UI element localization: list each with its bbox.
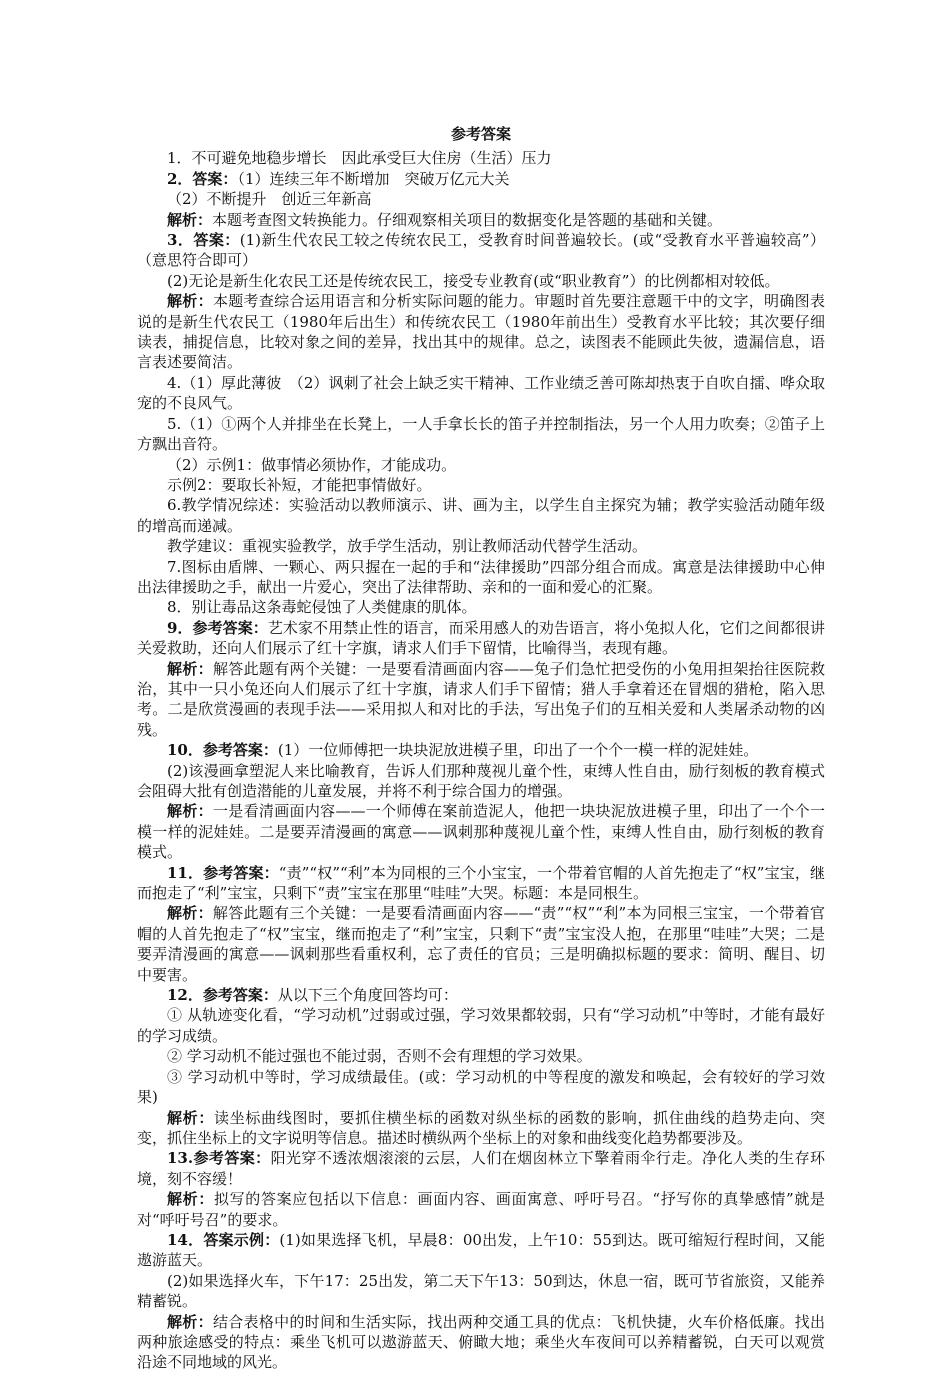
answer-paragraph (137, 291, 825, 373)
answer-label: 解析： (167, 1108, 215, 1127)
answer-text: (2)该漫画拿塑泥人来比喻教育，告诉人们那种蔑视儿童个性，束缚人性自由，励行刻板的教育模式会阻碍大批有创造潜能的儿童发展，并将不利于综合国力的增强。 (137, 761, 825, 800)
answer-label: 解析： (167, 904, 213, 923)
answer-label: 解析： (167, 802, 213, 821)
answer-paragraph (137, 1189, 825, 1230)
answer-paragraph (137, 495, 825, 536)
answer-text: 拟写的答案应包括以下信息：画面内容、画面寓意、呼吁号召。“抒写你的真挚感情”就是对“呼吁号召”的要求。 (137, 1190, 825, 1229)
answer-label: 解析： (167, 1190, 214, 1209)
answer-text: (1)新生代农民工较之传统农民工，受教育时间普遍较长。(或“受教育水平普遍较高”）（意思符合即可） (137, 231, 825, 270)
answer-text: 6.教学情况综述：实验活动以教师演示、讲、画为主，以学生自主探究为辅；教学实验活动随年级的增高而递减。 (137, 496, 825, 535)
answer-label: 10．参考答案： (167, 741, 278, 760)
answer-paragraph (137, 597, 825, 617)
answer-paragraph (137, 903, 825, 985)
answer-paragraph (137, 1108, 825, 1149)
answer-text: （2）示例1：做事情必须协作，才能成功。 (167, 455, 457, 474)
answer-paragraph (137, 1005, 825, 1046)
answer-document (137, 124, 825, 1373)
answer-body (137, 148, 825, 1372)
answer-label: 3．答案： (167, 231, 240, 250)
answer-text: 艺术家不用禁止性的语言，而采用感人的劝告语言，将小兔拟人化，它们之间都很讲关爱救助，还向人们展示了红十字旗，请求人们手下留情，比喻得当，表现有趣。 (137, 618, 825, 658)
answer-paragraph (137, 618, 825, 659)
answer-paragraph (137, 373, 825, 414)
answer-text: 阳光穿不透浓烟滚滚的云层，人们在烟囱林立下擎着雨伞行走。净化人类的生存环境，刻不容缓！ (137, 1149, 825, 1188)
answer-paragraph (137, 148, 825, 168)
answer-text: 读坐标曲线图时，要抓住横坐标的函数对纵坐标的函数的影响，抓住曲线的趋势走向、突变，抓住坐标上的文字说明等信息。描述时横纵两个坐标上的对象和曲线变化趋势都要涉及。 (137, 1108, 825, 1147)
answer-paragraph (137, 801, 825, 862)
answer-label: 9．参考答案： (167, 618, 268, 637)
answer-paragraph (137, 985, 825, 1005)
answer-paragraph (137, 210, 825, 230)
answer-paragraph (137, 1148, 825, 1189)
page-title: 参考答案 (450, 125, 511, 143)
answer-text: （2）不断提升 创近三年新高 (167, 190, 372, 209)
answer-paragraph (137, 761, 825, 802)
answer-label: 解析： (167, 1312, 213, 1331)
answer-paragraph (137, 1312, 825, 1373)
answer-label: 13.参考答案： (167, 1149, 271, 1168)
answer-text: 4.（1）厚此薄彼 （2）讽刺了社会上缺乏实干精神、工作业绩乏善可陈却热衷于自吹自擂、哗众取宠的不良风气。 (137, 373, 825, 413)
answer-text: “责”“权”“利”本为同根的三个小宝宝，一个带着官帽的人首先抱走了“权”宝宝，继而抱走了“利”宝宝，只剩下“责”宝宝在那里“哇哇”大哭。标题：本是同根生。 (137, 863, 825, 903)
answer-text: (2)无论是新生化农民工还是传统农民工，接受专业教育(或“职业教育”）的比例都相对较低。 (167, 271, 780, 290)
answer-text: 7.图标由盾牌、一颗心、两只握在一起的手和“法律援助”四部分组合而成。寓意是法律援助中心伸出法律援助之手，献出一片爱心，突出了法律帮助、亲和的一面和爱心的汇聚。 (137, 557, 825, 596)
answer-paragraph (137, 271, 825, 291)
answer-text: ② 学习动机不能过强也不能过弱，否则不会有理想的学习效果。 (167, 1047, 592, 1066)
answer-text: 本题考查综合运用语言和分析实际问题的能力。审题时首先要注意题干中的文字，明确图表说的是新生代农民工（1980年后出生）和传统农民工（1980年前出生）受教育水平比较；其次要仔细读表，捕捉信息，比较对象之间的差异，找出其中的规律。总之，读图表不能顾此失彼，遗漏信息，语言表述要简洁。 (137, 292, 825, 372)
answer-label: 14．答案示例： (167, 1230, 280, 1249)
answer-label: 12．参考答案： (167, 986, 278, 1005)
answer-text: 8．别让毒品这条毒蛇侵蚀了人类健康的肌体。 (167, 598, 477, 617)
answer-paragraph (137, 189, 825, 209)
answer-paragraph (137, 1046, 825, 1066)
answer-text: 从以下三个角度回答均可： (277, 986, 458, 1005)
answer-text: (1）一位师傅把一块块泥放进模子里，印出了一个个一模一样的泥娃娃。 (277, 741, 759, 760)
answer-paragraph (137, 1230, 825, 1271)
answer-paragraph (137, 475, 825, 495)
answer-label: 2．答案： (167, 169, 238, 188)
answer-paragraph (137, 659, 825, 741)
answer-label: 11．参考答案： (167, 863, 279, 882)
answer-paragraph (137, 740, 825, 760)
answer-text: 一是看清画面内容——一个师傅在案前造泥人，他把一块块泥放进模子里，印出了一个个一模一样的泥娃娃。二是要弄清漫画的寓意——讽刺那种蔑视儿童个性，束缚人性自由，励行刻板的教育模式。 (137, 802, 825, 862)
answer-paragraph (137, 1271, 825, 1312)
answer-label: 解析： (167, 210, 213, 229)
answer-text: ① 从轨迹变化看，“学习动机”过弱或过强，学习效果都较弱，只有“学习动机”中等时，才能有最好的学习成绩。 (137, 1006, 825, 1045)
answer-text: 1．不可避免地稳步增长 因此承受巨大住房（生活）压力 (167, 149, 552, 168)
answer-paragraph (137, 557, 825, 598)
answer-text: ③ 学习动机中等时，学习成绩最佳。(或：学习动机的中等程度的激发和唤起，会有较好的学习效果) (137, 1067, 825, 1107)
answer-text: （1）连续三年不断增加 突破万亿元大关 (237, 169, 510, 188)
answer-text: (1)如果选择飞机，早晨8：00出发，上午10：55到达。既可缩短行程时间，又能遨游蓝天。 (137, 1230, 825, 1270)
answer-label: 解析： (167, 292, 213, 311)
answer-paragraph (137, 230, 825, 271)
answer-paragraph (137, 455, 825, 475)
answer-text: 教学建议：重视实验教学，放手学生活动，别让教师活动代替学生活动。 (167, 537, 648, 556)
answer-text: 示例2：要取长补短，才能把事情做好。 (167, 475, 432, 494)
answer-text: 本题考查图文转换能力。仔细观察相关项目的数据变化是答题的基础和关键。 (212, 210, 723, 229)
answer-text: 5.（1）①两个人并排坐在长凳上，一人手拿长长的笛子并控制指法，另一个人用力吹奏；②笛子上方飘出音符。 (137, 414, 825, 454)
answer-text: 结合表格中的时间和生活实际，找出两种交通工具的优点：飞机快捷，火车价格低廉。找出两种旅途感受的特点：乘坐飞机可以遨游蓝天、俯瞰大地；乘坐火车夜间可以养精蓄锐，白天可以观赏沿途不同地域的风光。 (137, 1312, 825, 1372)
answer-paragraph (137, 414, 825, 455)
answer-paragraph (137, 1067, 825, 1108)
answer-text: 解答此题有两个关键：一是要看清画面内容——兔子们急忙把受伤的小兔用担架抬往医院救治，其中一只小兔还向人们展示了红十字旗，请求人们手下留情；猎人手拿着还在冒烟的猎枪，陷入思考。二是欣赏漫画的表现手法——采用拟人和对比的手法，写出兔子们的互相关爱和人类屠杀动物的凶残。 (137, 659, 825, 739)
answer-paragraph (137, 863, 825, 904)
answer-paragraph (137, 536, 825, 556)
answer-text: (2)如果选择火车，下午17：25出发，第二天下午13：50到达，休息一宿，既可节省旅资，又能养精蓄锐。 (137, 1271, 825, 1311)
answer-label: 解析： (167, 659, 213, 678)
answer-paragraph (137, 169, 825, 189)
answer-text: 解答此题有三个关键：一是要看清画面内容——“责”“权”“利”本为同根三宝宝，一个带着官帽的人首先抱走了“权”宝宝，继而抱走了“利”宝宝，只剩下“责”宝宝没人抱，在那里“哇哇”大哭；二是要弄清漫画的寓意——讽刺那些看重权利，忘了责任的官员；三是明确拟标题的要求：简明、醒目、切中要害。 (137, 904, 825, 984)
